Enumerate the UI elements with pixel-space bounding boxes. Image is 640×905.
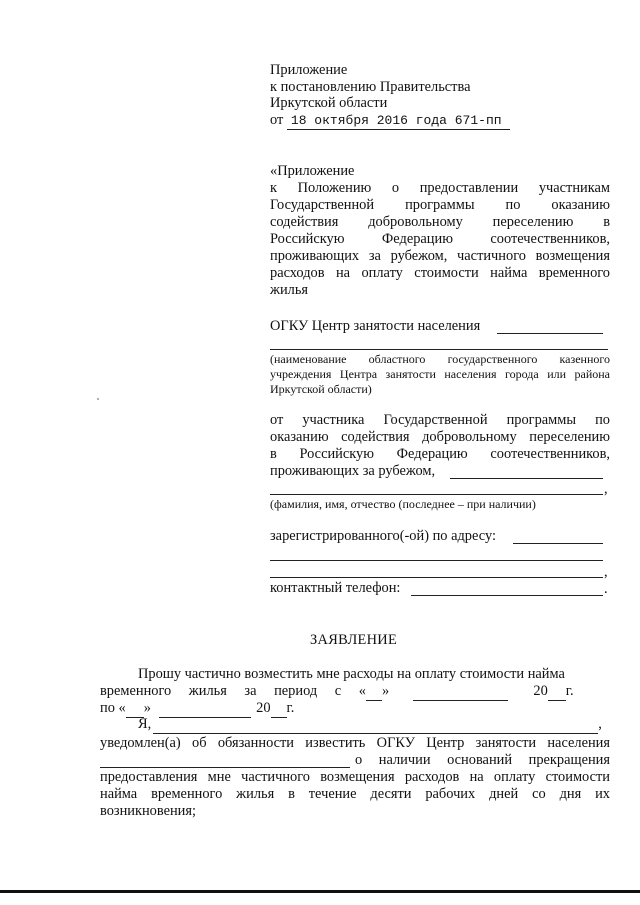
from-name-field-line[interactable] <box>450 478 603 479</box>
p3-line-3: предоставления мне частичного возмещения расходов на оплату стоимости <box>100 769 610 785</box>
header-date-row <box>270 112 510 130</box>
address-field-line-2[interactable] <box>270 560 603 561</box>
recipient-caption-2: учреждения Центра занятости населения города или района <box>270 367 610 381</box>
from-line-1: от участника Государственной программы по <box>270 412 610 428</box>
address-comma: , <box>604 564 608 580</box>
appendix-line-3: содействия добровольному переселению в <box>270 214 610 230</box>
p3-line-1: уведомлен(а) об обязанности известить ОГКУ Центр занятости населения <box>100 735 610 751</box>
scan-speck <box>97 398 99 400</box>
p1-l3-year-suffix: г. <box>286 700 295 716</box>
from-line-2: оказанию содействия добровольному переселению <box>270 429 610 445</box>
p3-line-2: о наличии оснований прекращения <box>355 752 610 768</box>
appendix-line-6: расходов на оплату стоимости найма временного <box>270 265 610 281</box>
p1-l3-close-quote: » <box>143 700 151 716</box>
appendix-line-5: проживающих за рубежом, частичного возмещения <box>270 248 610 264</box>
phone-field-line[interactable] <box>411 595 603 596</box>
address-field-line-3[interactable] <box>270 577 603 578</box>
p1-line-1: Прошу частично возместить мне расходы на оплату стоимости найма <box>138 666 565 682</box>
appendix-last-line: жилья <box>270 282 309 298</box>
p3-line-4: найма временного жилья в течение десяти рабочих дней со дня их <box>100 786 610 802</box>
recipient-field-line[interactable] <box>497 333 603 334</box>
recipient-field-line-2[interactable] <box>270 349 608 350</box>
p1-l2-year-suffix: г. <box>565 683 574 699</box>
from-comma: , <box>604 481 608 497</box>
statement-title: ЗАЯВЛЕНИЕ <box>310 632 398 648</box>
p2-line <box>138 716 602 734</box>
address-label: зарегистрированного(-ой) по адресу: <box>270 528 496 544</box>
date-prefix: от <box>270 112 284 128</box>
from-caption: (фамилия, имя, отчество (последнее – при наличии) <box>270 497 536 511</box>
p2-comma: , <box>598 716 602 732</box>
start-year-field[interactable] <box>548 683 566 701</box>
appendix-line-1: к Положению о предоставлении участникам <box>270 180 610 196</box>
from-line-4: проживающих за рубежом, <box>270 463 436 479</box>
p1-l2-close-quote: » <box>381 683 390 699</box>
p1-l2-year-prefix: 20 <box>533 683 548 699</box>
address-field-line-1[interactable] <box>513 543 603 544</box>
recipient-label: ОГКУ Центр занятости населения <box>270 318 481 334</box>
start-month-field[interactable] <box>413 683 508 701</box>
appendix-title: «Приложение <box>270 163 355 179</box>
header-line-1: Приложение <box>270 62 348 78</box>
p1-l3-text: по « <box>100 700 126 716</box>
p3-line-5: возникновения; <box>100 803 196 819</box>
header-line-2: к постановлению Правительства <box>270 79 471 95</box>
from-line-3: в Российскую Федерацию соотечественников, <box>270 446 610 462</box>
phone-dot: . <box>604 581 608 597</box>
center-name-field-line[interactable] <box>100 767 350 768</box>
recipient-caption-1: (наименование областного государственного казенного <box>270 352 610 366</box>
p1-l3-year-prefix: 20 <box>256 700 271 716</box>
date-value: 18 октября 2016 года 671-пп <box>287 112 510 130</box>
p1-line-2 <box>100 683 610 701</box>
appendix-line-2: Государственной программы по оказанию <box>270 197 610 213</box>
p2-text: Я, <box>138 716 152 732</box>
appendix-line-4: Российскую Федерацию соотечественников, <box>270 231 610 247</box>
p1-l2-text: временного жилья за период с « <box>100 683 366 699</box>
recipient-caption-3: Иркутской области) <box>270 382 372 396</box>
page-bottom-edge <box>0 890 640 893</box>
phone-label: контактный телефон: <box>270 580 401 596</box>
from-name-field-line-2[interactable] <box>270 494 603 495</box>
header-line-3: Иркутской области <box>270 95 388 111</box>
applicant-name-field[interactable] <box>153 716 598 734</box>
start-day-field[interactable] <box>366 683 382 701</box>
